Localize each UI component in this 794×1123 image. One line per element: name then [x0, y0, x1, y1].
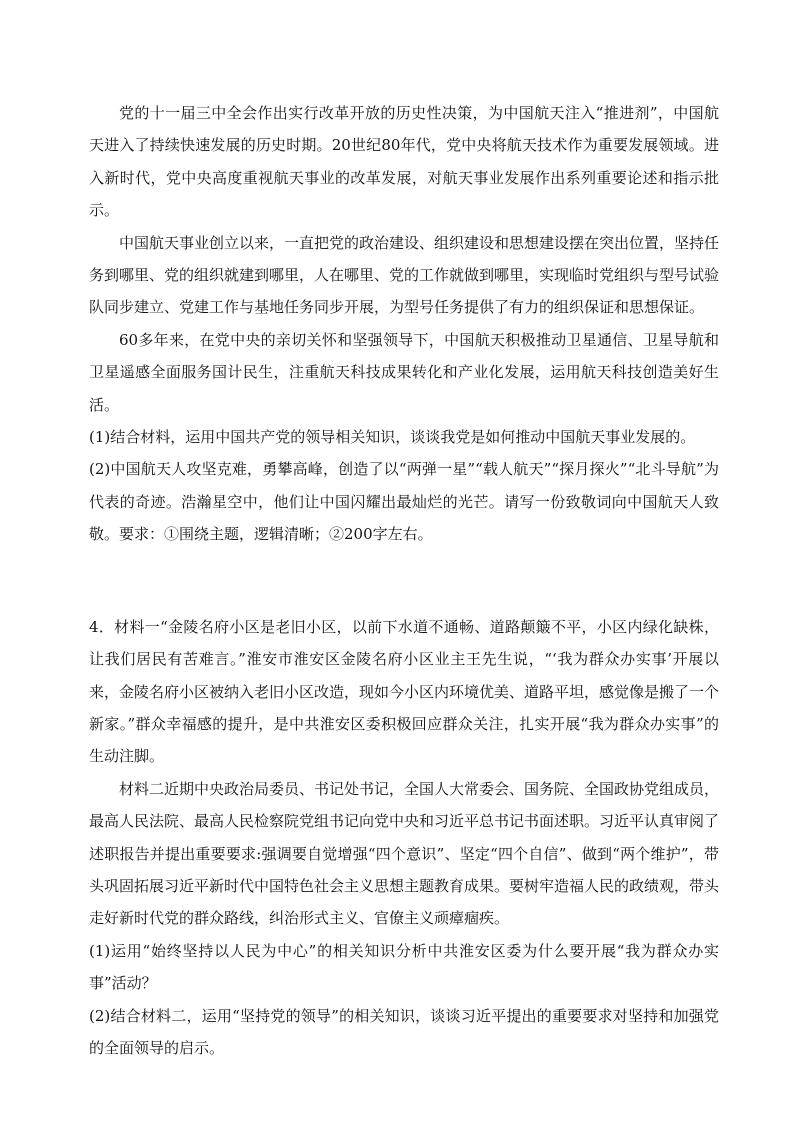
question-item: (2)结合材料二，运用“坚持党的领导”的相关知识，谈谈习近平提出的重要要求对坚持和加强党的全面领导的启示。: [89, 1006, 719, 1057]
section-spacer: [89, 551, 719, 611]
material-paragraph: 60多年来，在党中央的亲切关怀和坚强领导下，中国航天积极推动卫星通信、卫星导航和卫星遥感全面服务国计民生，注重航天科技成果转化和产业化发展，运用航天科技创造美好生活。: [89, 330, 719, 414]
question-4-material-1: 4．材料一“金陵名府小区是老旧小区，以前下水道不通畅、道路颠簸不平，小区内绿化缺株，让我们居民有苦难言。”淮安市淮安区金陵名府小区业主王先生说，“‘我为群众办实事’开展以来，金陵名府小区被纳入老旧小区改造，现如今小区内环境优美、道路平坦，感觉像是搬了一个新家。”群众幸福感的提升，是中共淮安区委积极回应群众关注，扎实开展“我为群众办实事”的生动注脚。: [89, 617, 720, 766]
question-item: (1)运用“始终坚持以人民为中心”的相关知识分析中共淮安区委为什么要开展“我为群众办实事”活动？: [89, 941, 719, 993]
document-page: [89, 97, 719, 1064]
question-4-material-2: 材料二近期中央政治局委员、书记处书记，全国人大常委会、国务院、全国政协党组成员，最高人民法院、最高人民检察院党组书记向党中央和习近平总书记书面述职。习近平认真审阅了述职报告并提出重要要求:强调要自觉增强“四个意识”、坚定“四个自信”、做到“两个维护”，带头巩固拓展习近平新时代中国特色社会主义思想主题教育成果。要树牢造福人民的政绩观，带头走好新时代党的群众路线，纠治形式主义、官僚主义顽瘴痼疾。: [89, 779, 720, 928]
question-item: (1)结合材料，运用中国共产党的领导相关知识，谈谈我党是如何推动中国航天事业发展的。: [89, 428, 696, 447]
material-paragraph: 中国航天事业创立以来，一直把党的政治建设、组织建设和思想建设摆在突出位置，坚持任务到哪里、党的组织就建到哪里，人在哪里、党的工作就做到哪里，实现临时党组织与型号试验队同步建立、党建工作与基地任务同步开展，为型号任务提供了有力的组织保证和思想保证。: [89, 233, 720, 317]
question-item: (2)中国航天人攻坚克难，勇攀高峰，创造了以“两弹一星”“载人航天”“探月探火”“北斗导航”为代表的奇迹。浩瀚星空中，他们让中国闪耀出最灿烂的光芒。请写一份致敬词向中国航天人致敬。要求：①围绕主题，逻辑清晰；②200字左右。: [89, 460, 719, 544]
material-paragraph: 党的十一届三中全会作出实行改革开放的历史性决策，为中国航天注入“推进剂”，中国航天进入了持续快速发展的历史时期。20世纪80年代，党中央将航天技术作为重要发展领域。进入新时代，党中央高度重视航天事业的改革发展，对航天事业发展作出系列重要论述和指示批示。: [89, 104, 719, 220]
